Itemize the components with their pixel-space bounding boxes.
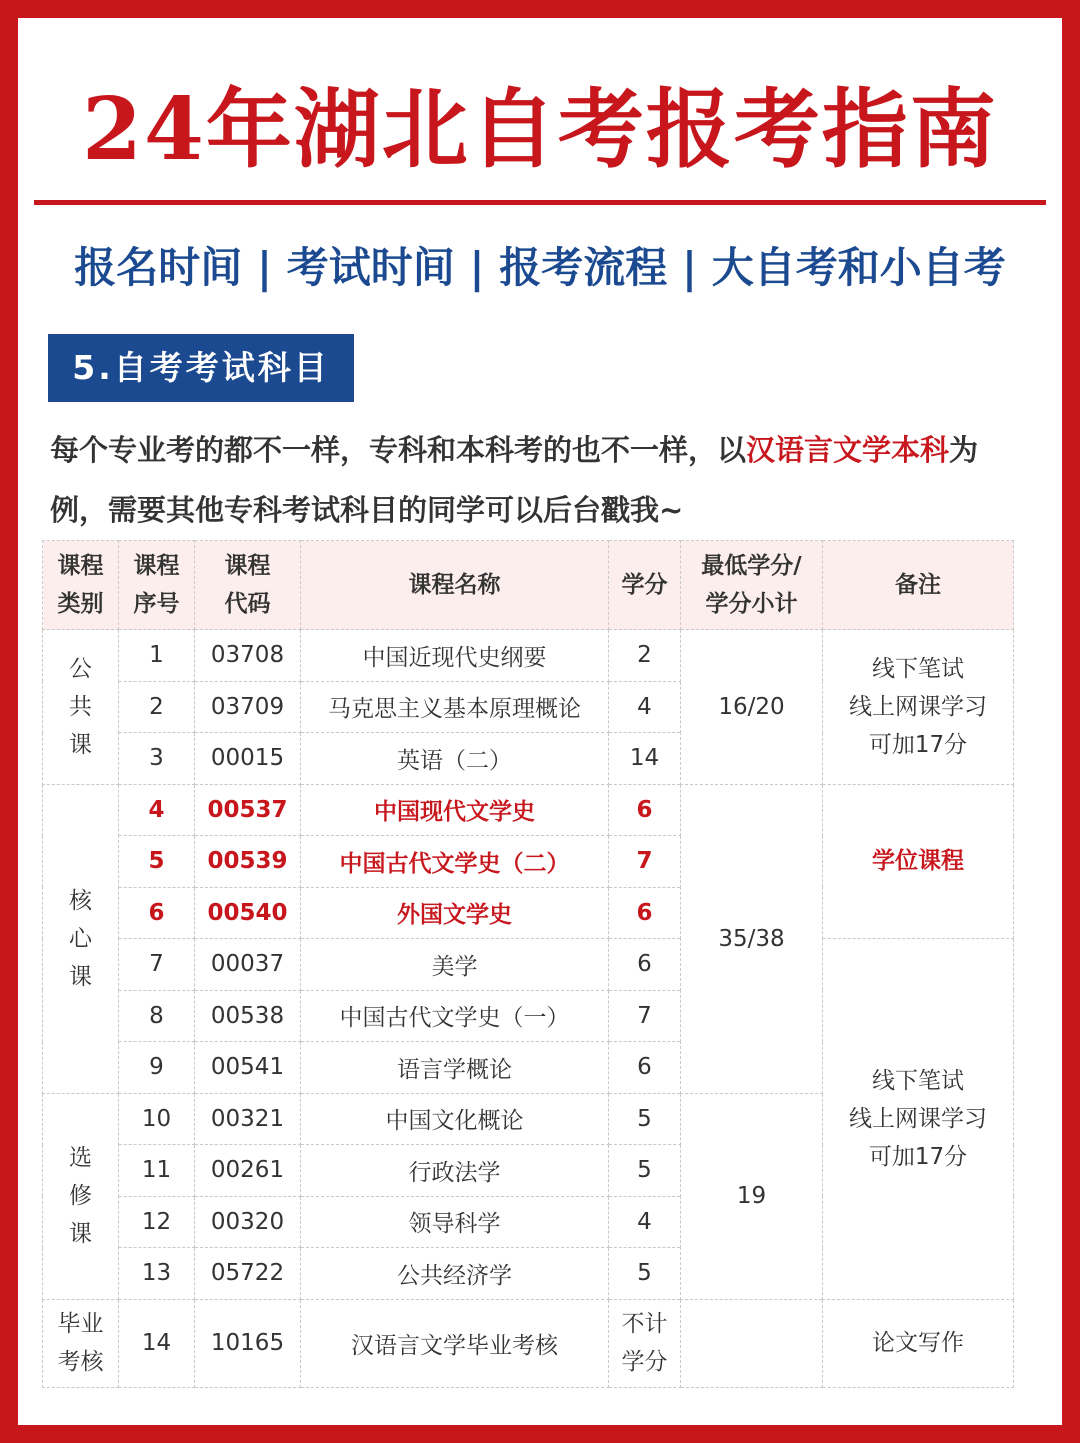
- cell-code: 00541: [195, 1042, 301, 1094]
- cell-credit: 14: [609, 733, 681, 785]
- cell-seq: 14: [119, 1299, 195, 1387]
- page-title: 24年湖北自考报考指南: [82, 79, 998, 180]
- cell-name: 中国文化概论: [301, 1093, 609, 1145]
- cell-credit: 5: [609, 1248, 681, 1300]
- intro-highlight: 汉语言文学本科: [746, 433, 950, 467]
- cell-credit: 7: [609, 990, 681, 1042]
- cell-credit: 4: [609, 1196, 681, 1248]
- subtotal-core: 35/38: [681, 784, 823, 1093]
- cell-code: 03709: [195, 681, 301, 733]
- cell-code: 00540: [195, 887, 301, 939]
- cell-code: 00537: [195, 784, 301, 836]
- course-table: [42, 540, 1014, 1388]
- section-tag: 5.自考考试科目: [48, 334, 354, 402]
- remark-public: 线下笔试 线上网课学习 可加17分: [823, 630, 1014, 785]
- header-remark: 备注: [823, 541, 1014, 630]
- cell-credit: 6: [609, 784, 681, 836]
- cell-credit: 5: [609, 1145, 681, 1197]
- cell-seq: 1: [119, 630, 195, 682]
- cell-code: 05722: [195, 1248, 301, 1300]
- cell-name: 中国近现代史纲要: [301, 630, 609, 682]
- category-elective: 选 修 课: [43, 1093, 119, 1299]
- cell-seq: 13: [119, 1248, 195, 1300]
- cell-seq: 5: [119, 836, 195, 888]
- category-public: 公 共 课: [43, 630, 119, 785]
- subtotal-public: 16/20: [681, 630, 823, 785]
- cell-code: 00261: [195, 1145, 301, 1197]
- remark-degree: 学位课程: [823, 784, 1014, 939]
- header-name: 课程名称: [301, 541, 609, 630]
- page-subtitle: 报名时间 | 考试时间 | 报考流程 | 大自考和小自考: [74, 243, 1006, 292]
- header-credit: 学分: [609, 541, 681, 630]
- remark-thesis: 论文写作: [823, 1299, 1014, 1387]
- cell-credit: 2: [609, 630, 681, 682]
- cell-name: 中国现代文学史: [301, 784, 609, 836]
- cell-name: 汉语言文学毕业考核: [301, 1299, 609, 1387]
- table-row: [43, 1299, 1014, 1387]
- cell-code: 00015: [195, 733, 301, 785]
- cell-name: 美学: [301, 939, 609, 991]
- subtotal-graduation: [681, 1299, 823, 1387]
- cell-code: 00320: [195, 1196, 301, 1248]
- cell-seq: 11: [119, 1145, 195, 1197]
- title-divider: [34, 200, 1046, 205]
- table-row: [43, 784, 1014, 836]
- cell-seq: 2: [119, 681, 195, 733]
- cell-name: 马克思主义基本原理概论: [301, 681, 609, 733]
- cell-code: 00538: [195, 990, 301, 1042]
- cell-name: 中国古代文学史（二）: [301, 836, 609, 888]
- cell-code: 00321: [195, 1093, 301, 1145]
- cell-name: 公共经济学: [301, 1248, 609, 1300]
- intro-paragraph: [50, 420, 1020, 540]
- cell-seq: 9: [119, 1042, 195, 1094]
- table-header-row: [43, 541, 1014, 630]
- cell-code: 00539: [195, 836, 301, 888]
- cell-name: 英语（二）: [301, 733, 609, 785]
- table-row: [43, 630, 1014, 682]
- cell-code: 00037: [195, 939, 301, 991]
- category-graduation: 毕业 考核: [43, 1299, 119, 1387]
- cell-code: 03708: [195, 630, 301, 682]
- cell-code: 10165: [195, 1299, 301, 1387]
- header-code: 课程 代码: [195, 541, 301, 630]
- cell-credit: 不计 学分: [609, 1299, 681, 1387]
- cell-seq: 4: [119, 784, 195, 836]
- cell-seq: 12: [119, 1196, 195, 1248]
- header-min-credit: 最低学分/ 学分小计: [681, 541, 823, 630]
- cell-seq: 7: [119, 939, 195, 991]
- header-seq: 课程 序号: [119, 541, 195, 630]
- cell-credit: 4: [609, 681, 681, 733]
- category-core: 核 心 课: [43, 784, 119, 1093]
- cell-seq: 3: [119, 733, 195, 785]
- cell-name: 行政法学: [301, 1145, 609, 1197]
- table-row: [43, 939, 1014, 991]
- subtotal-elective: 19: [681, 1093, 823, 1299]
- cell-credit: 7: [609, 836, 681, 888]
- cell-seq: 8: [119, 990, 195, 1042]
- cell-name: 领导科学: [301, 1196, 609, 1248]
- remark-offline: 线下笔试 线上网课学习 可加17分: [823, 939, 1014, 1300]
- cell-credit: 6: [609, 1042, 681, 1094]
- intro-text-before: 每个专业考的都不一样，专科和本科考的也不一样，以: [50, 433, 747, 467]
- header-category: 课程 类别: [43, 541, 119, 630]
- cell-credit: 6: [609, 939, 681, 991]
- cell-name: 语言学概论: [301, 1042, 609, 1094]
- cell-name: 外国文学史: [301, 887, 609, 939]
- cell-credit: 6: [609, 887, 681, 939]
- cell-name: 中国古代文学史（一）: [301, 990, 609, 1042]
- cell-seq: 6: [119, 887, 195, 939]
- cell-seq: 10: [119, 1093, 195, 1145]
- intro-text-after: 为例，需要其他专科考试科目的同学可以后台戳我~: [50, 433, 979, 527]
- cell-credit: 5: [609, 1093, 681, 1145]
